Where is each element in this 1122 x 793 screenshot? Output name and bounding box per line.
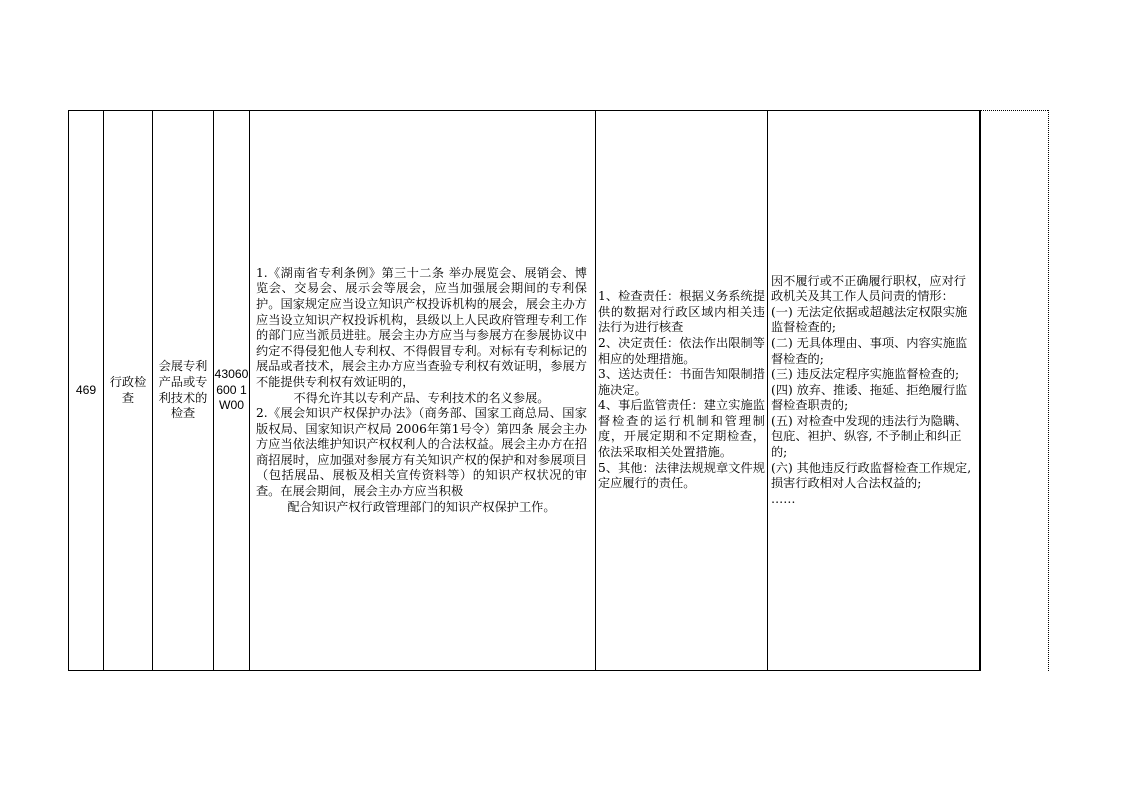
item-code: 43060600 1W00 [214, 367, 249, 413]
responsibility-cell [596, 111, 768, 671]
power-type: 行政检查 [109, 374, 147, 405]
legal-basis-paragraph: 配合知识产权行政管理部门的知识产权保护工作。 [287, 499, 556, 514]
responsibility-item: 4、事后监管责任：建立实施监督检查的运行机制和管理制度，开展定期和不定期检查，依法采取相关处置措施。 [598, 398, 765, 460]
responsibility-item: 2、决定责任：依法作出限制等相应的处理措施。 [598, 335, 765, 366]
item-name-cell [153, 111, 214, 671]
legal-basis-paragraph: 2.《展会知识产权保护办法》（商务部、国家工商总局、国家版权局、国家知识产权局 2006年第1号令）第四条 展会主办方应当依法维护知识产权权利人的合法权益。展会主办方在招商招展时，应加强对参展方有关知识产权的保护和对参展项目（包括展品、展板及相关宣传资料等）的知识产权状况的审查。在展会期间，展会主办方应当积极 [256, 406, 587, 499]
accountability-ellipsis: …… [771, 491, 796, 506]
power-type-cell [104, 111, 153, 671]
page-border-top-dotted [980, 110, 1048, 111]
responsibility-item: 5、其他：法律法规规章文件规定应履行的责任。 [598, 460, 765, 491]
legal-basis-paragraph: 不得允许其以专利产品、专利技术的名义参展。 [293, 390, 550, 405]
accountability-item: (六) 其他违反行政监督检查工作规定, 损害行政相对人合法权益的; [771, 460, 972, 491]
page-border-right-dotted [1048, 110, 1049, 671]
legal-basis-cell [250, 111, 596, 671]
item-name: 会展专利产品或专利技术的检查 [158, 359, 208, 421]
legal-basis-paragraph: 1.《湖南省专利条例》第三十二条 举办展览会、展销会、博览会、交易会、展示会等展会，应当加强展会期间的专利保护。国家规定应当设立知识产权投诉机构的展会，展会主办方应当设立知识产权投诉机构，县级以上人民政府管理专利工作的部门应当派员进驻。展会主办方应当与参展方在参展协议中约定不得侵犯他人专利权、不得假冒专利。对标有专利标记的展品或者技术，展会主办方应当查验专利权有效证明，参展方不能提供专利权有效证明的， [256, 265, 587, 389]
table-row [69, 111, 981, 671]
item-code-cell [214, 111, 250, 671]
accountability-item: (三) 违反法定程序实施监督检查的; [771, 367, 960, 382]
power-list-table [68, 110, 981, 671]
row-number: 469 [75, 382, 97, 397]
accountability-item: (四) 放弃、推诿、拖延、拒绝履行监督检查职责的; [771, 382, 968, 413]
row-number-cell [69, 111, 104, 671]
remarks-cell [980, 111, 981, 671]
responsibility-item: 1、检查责任：根据义务系统提供的数据对行政区域内相关违法行为进行核查 [598, 289, 765, 335]
accountability-item: 因不履行或不正确履行职权，应对行政机关及其工作人员问责的情形： [771, 273, 966, 304]
responsibility-item: 3、送达责任：书面告知限制措施决定。 [598, 367, 765, 397]
accountability-cell [768, 111, 980, 671]
accountability-item: (五) 对检查中发现的违法行为隐瞒、包庇、袒护、纵容, 不予制止和纠正的; [771, 413, 968, 460]
accountability-item: (二) 无具体理由、事项、内容实施监督检查的; [771, 335, 968, 366]
accountability-item: (一) 无法定依据或超越法定权限实施监督检查的; [771, 304, 968, 335]
